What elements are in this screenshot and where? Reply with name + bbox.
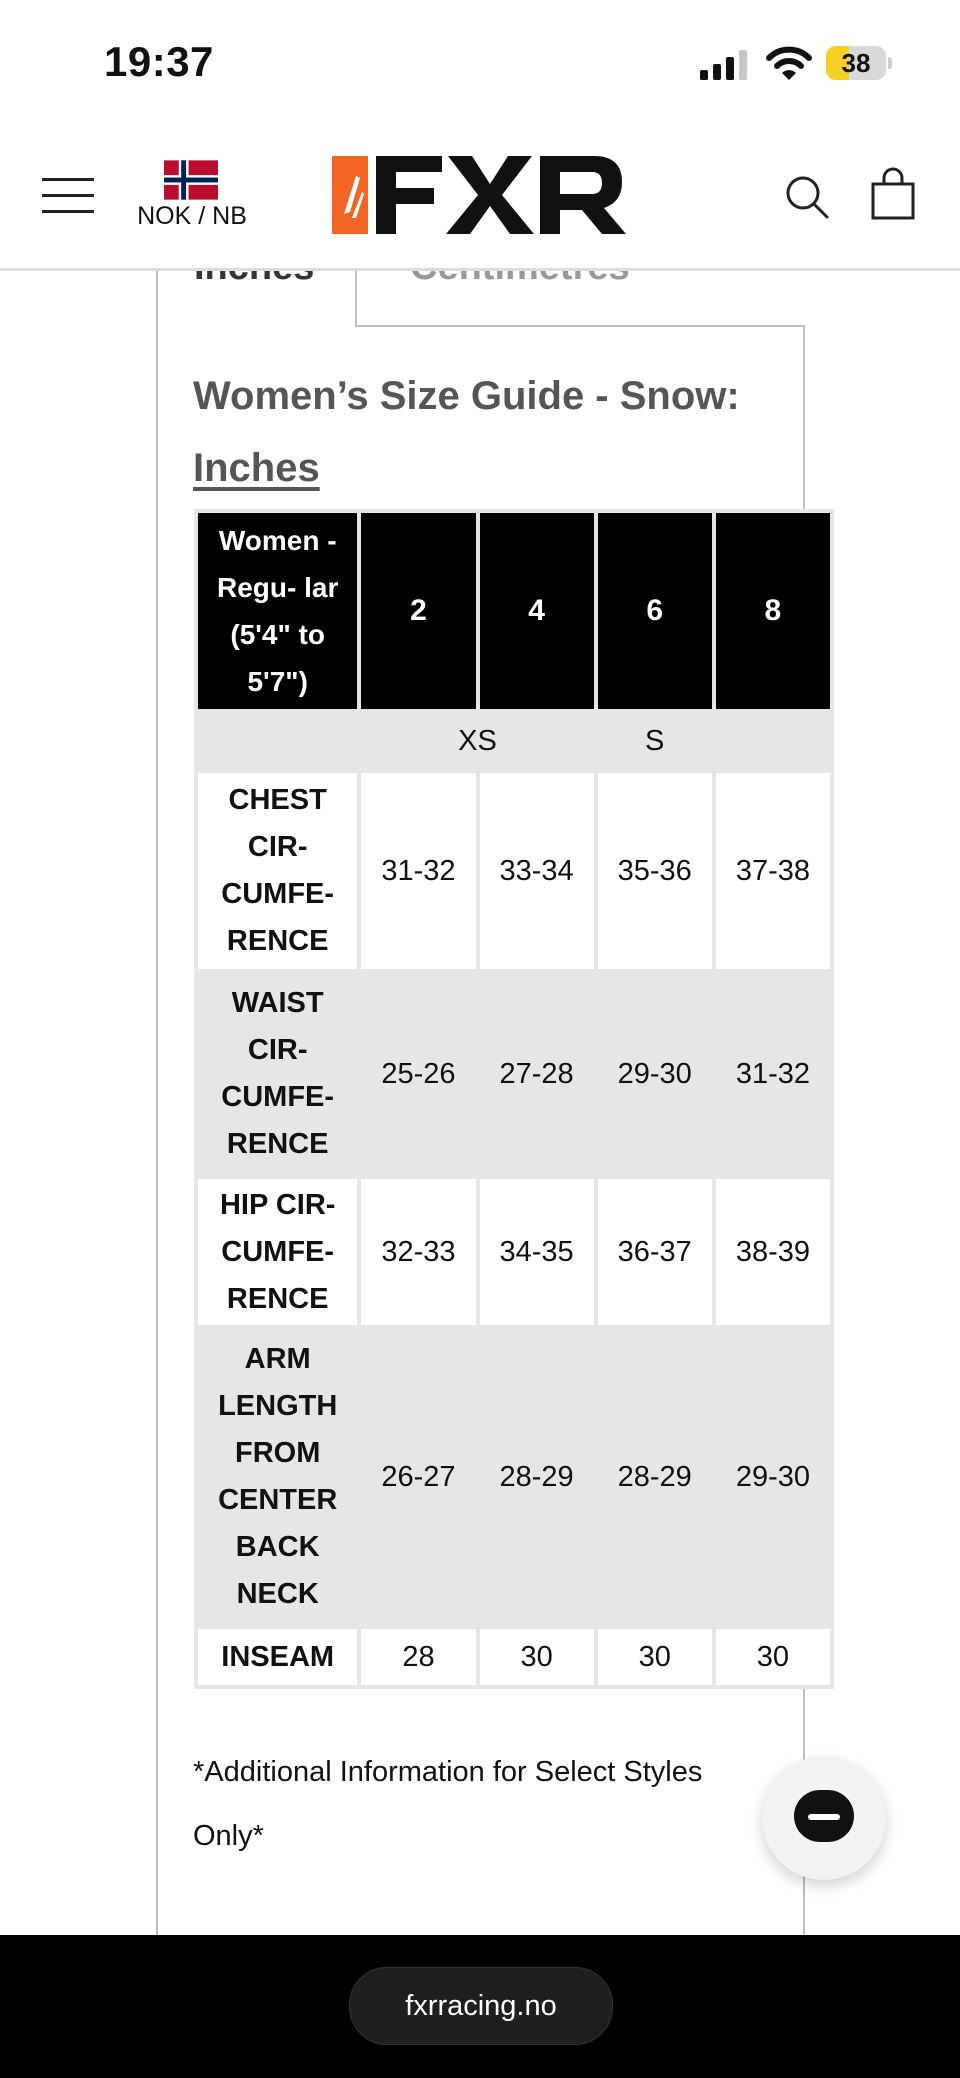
measurement-value: 30 xyxy=(480,1629,594,1685)
measurement-value: 25-26 xyxy=(361,973,475,1175)
size-guide-unit-link[interactable]: Inches xyxy=(193,446,320,490)
size-header: 4 xyxy=(480,513,594,709)
measurement-value: 35-36 xyxy=(598,773,712,969)
measurement-value: 27-28 xyxy=(480,973,594,1175)
wifi-icon xyxy=(766,46,812,82)
size-table-scroll[interactable] xyxy=(194,509,810,1691)
fxr-logo[interactable] xyxy=(330,152,630,238)
size-header: 8 xyxy=(716,513,830,709)
measurement-value: 28-29 xyxy=(598,1329,712,1625)
size-header-row xyxy=(198,513,830,709)
measurement-value: 29-30 xyxy=(598,973,712,1175)
chat-button[interactable] xyxy=(762,1756,886,1880)
measurement-value: 33-34 xyxy=(480,773,594,969)
unit-tabs xyxy=(0,268,960,328)
size-code-row xyxy=(198,713,830,769)
measurement-value: 30 xyxy=(716,1629,830,1685)
measurement-label: ARM LENGTH FROM CENTER BACK NECK xyxy=(198,1329,357,1625)
measurement-value: 34-35 xyxy=(480,1179,594,1325)
status-time: 19:37 xyxy=(104,38,214,85)
table-row xyxy=(198,1179,830,1325)
search-icon[interactable] xyxy=(784,174,830,220)
site-header xyxy=(0,130,960,271)
locale-selector[interactable]: NOK / NB xyxy=(137,202,247,230)
measurement-label: WAIST CIR- CUMFE- RENCE xyxy=(198,973,357,1175)
tab-divider xyxy=(355,268,357,326)
size-code-blank xyxy=(198,713,357,769)
fit-header: Women - Regu- lar (5'4" to 5'7") xyxy=(198,513,357,709)
measurement-value: 32-33 xyxy=(361,1179,475,1325)
size-header: 6 xyxy=(598,513,712,709)
measurement-value: 31-32 xyxy=(361,773,475,969)
measurement-value: 29-30 xyxy=(716,1329,830,1625)
measurement-label: CHEST CIR- CUMFE- RENCE xyxy=(198,773,357,969)
measurement-value: 38-39 xyxy=(716,1179,830,1325)
measurement-label: HIP CIR- CUMFE- RENCE xyxy=(198,1179,357,1325)
size-table xyxy=(194,509,834,1689)
table-row xyxy=(198,973,830,1175)
size-guide-title: Women’s Size Guide - Snow: xyxy=(193,374,740,418)
measurement-value: 36-37 xyxy=(598,1179,712,1325)
measurement-value: 31-32 xyxy=(716,973,830,1175)
measurement-value: 28 xyxy=(361,1629,475,1685)
additional-info-note: *Additional Information for Select Styles Only* xyxy=(193,1756,703,1852)
shopping-bag-icon[interactable] xyxy=(870,168,916,220)
measurement-value: 37-38 xyxy=(716,773,830,969)
table-row xyxy=(198,773,830,969)
measurement-label: INSEAM xyxy=(198,1629,357,1685)
battery-indicator xyxy=(826,46,892,80)
size-header: 2 xyxy=(361,513,475,709)
address-bar[interactable] xyxy=(349,1967,613,2045)
table-row xyxy=(198,1329,830,1625)
chat-dots-icon xyxy=(808,1814,840,1820)
norway-flag-icon[interactable] xyxy=(164,160,218,200)
browser-bottom-bar xyxy=(0,1935,960,2078)
size-code: XS xyxy=(361,713,593,769)
url-text: fxrracing.no xyxy=(405,1990,557,2022)
battery-percentage: 38 xyxy=(841,48,871,78)
tab-border xyxy=(355,325,805,327)
status-bar xyxy=(0,0,960,130)
size-code xyxy=(716,713,830,769)
hamburger-menu-icon[interactable] xyxy=(42,176,94,214)
content-frame-border xyxy=(156,268,158,1936)
measurement-value: 30 xyxy=(598,1629,712,1685)
table-row xyxy=(198,1629,830,1685)
size-code: S xyxy=(598,713,712,769)
measurement-value: 28-29 xyxy=(480,1329,594,1625)
measurement-value: 26-27 xyxy=(361,1329,475,1625)
cellular-signal-icon xyxy=(700,50,752,80)
